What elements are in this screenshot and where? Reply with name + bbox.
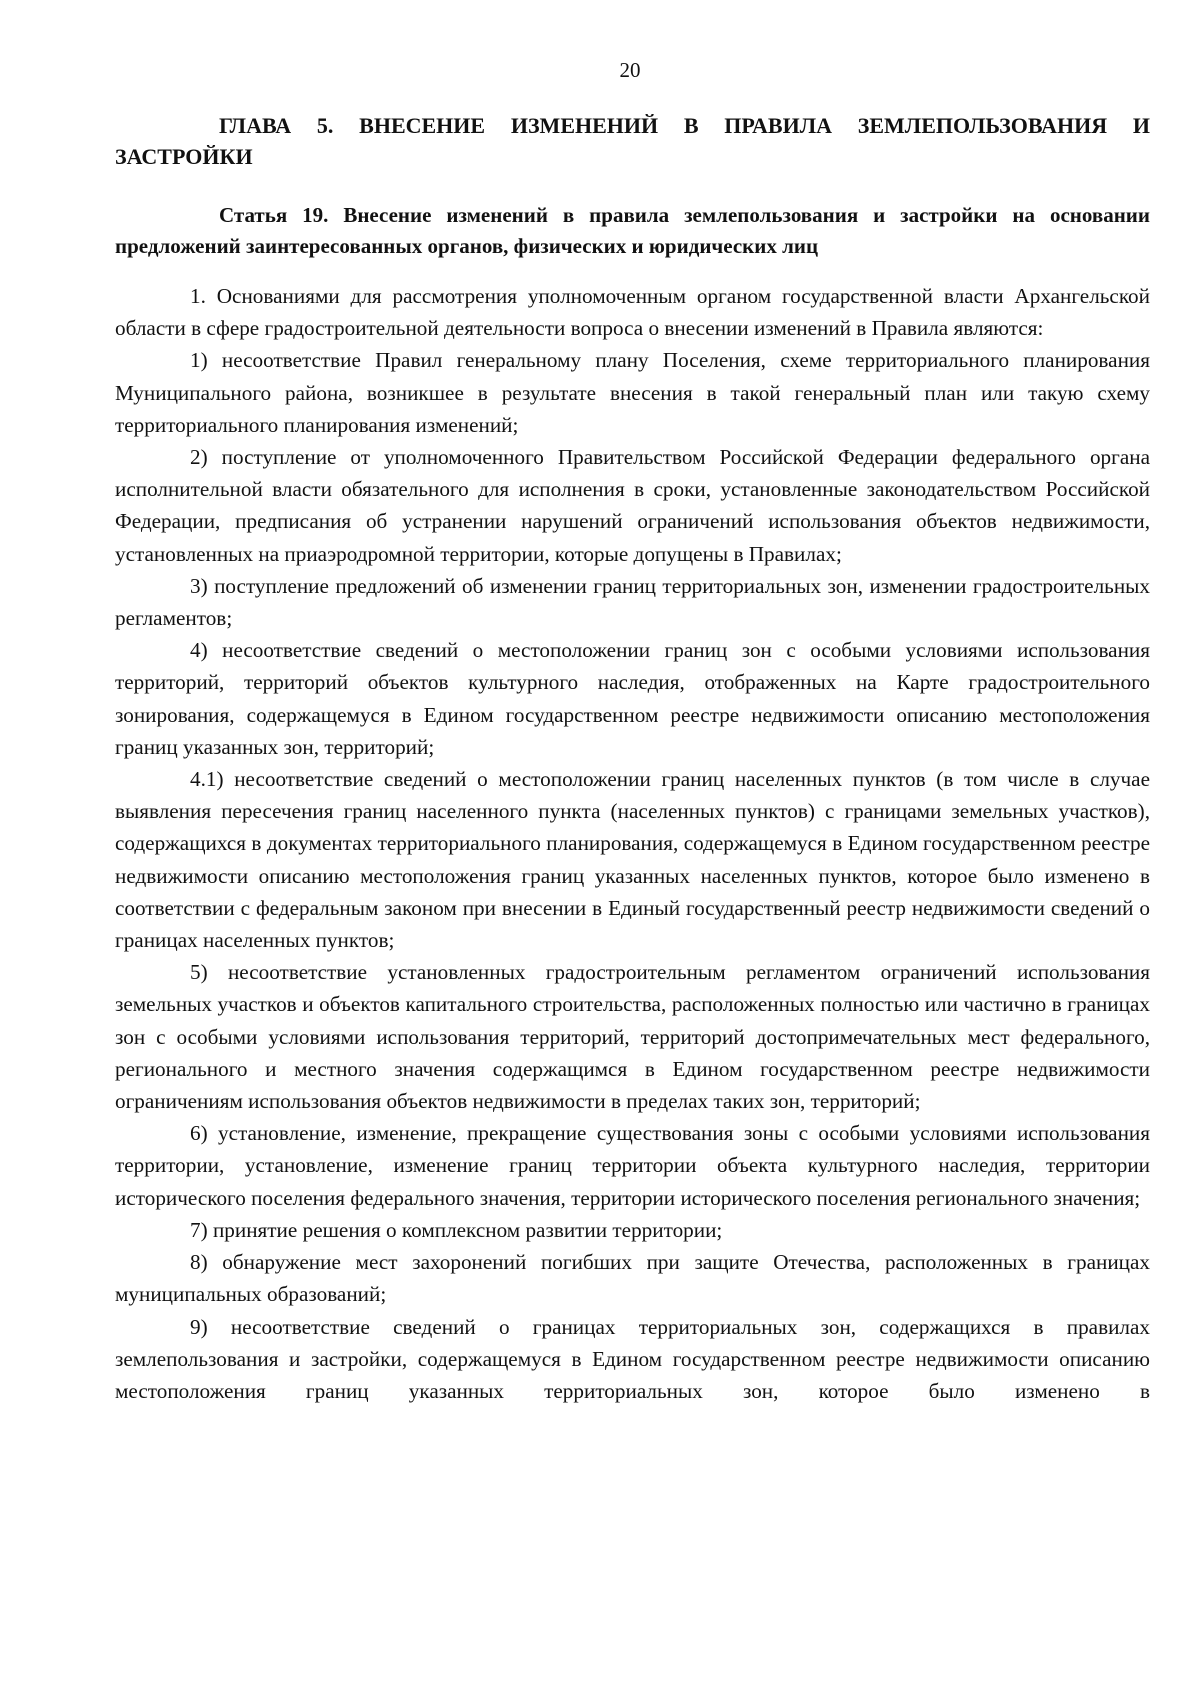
item-4-1: 4.1) несоответствие сведений о местоположении границ населенных пунктов (в том числе в случае выявления пересечения границ населенного пункта (населенных пунктов) с границами земельных участков), содержащихся в документах территориального планирования, содержащемуся в Едином государственном реестре недвижимости описанию местоположения границ указанных населенных пунктов, которое было изменено в соответствии с федеральным законом при внесении в Единый государственный реестр недвижимости сведений о границах населенных пунктов; — [115, 767, 1150, 953]
chapter-title: ГЛАВА 5. ВНЕСЕНИЕ ИЗМЕНЕНИЙ В ПРАВИЛА ЗЕМЛЕПОЛЬЗОВАНИЯ И ЗАСТРОЙКИ — [115, 113, 1150, 169]
item-6: 6) установление, изменение, прекращение существования зоны с особыми условиями использования территории, установление, изменение границ территории объекта культурного наследия, территории исторического поселения федерального значения, территории исторического поселения регионального значения; — [115, 1121, 1150, 1210]
item-8: 8) обнаружение мест захоронений погибших при защите Отечества, расположенных в границах муниципальных образований; — [115, 1250, 1150, 1307]
item-4: 4) несоответствие сведений о местоположении границ зон с особыми условиями использования территорий, территорий объектов культурного наследия, отображенных на Карте градостроительного зонирования, содержащемуся в Едином государственном реестре недвижимости описанию местоположения границ указанных зон, территорий; — [115, 638, 1150, 759]
item-3: 3) поступление предложений об изменении границ территориальных зон, изменении градостроительных регламентов; — [115, 573, 1150, 631]
item-7: 7) принятие решения о комплексном развитии территории; — [190, 1217, 723, 1242]
item-5: 5) несоответствие установленных градостроительным регламентом ограничений использования земельных участков и объектов капитального строительства, расположенных полностью или частично в границах зон с особыми условиями использования территорий, территорий достопримечательных мест федерального, регионального и местного значения содержащимся в Едином государственном реестре недвижимости ограничениям использования объектов недвижимости в пределах таких зон, территорий; — [115, 960, 1150, 1114]
paragraph-1: 1. Основаниями для рассмотрения уполномоченным органом государственной власти Архангельской области в сфере градостроительной деятельности вопроса о внесении изменений в Правила являются: — [115, 284, 1150, 341]
document-body — [115, 110, 1150, 1407]
article-title: Статья 19. Внесение изменений в правила землепользования и застройки на основании предложений заинтересованных органов, физических и юридических лиц — [115, 203, 1150, 258]
page-number: 20 — [619, 58, 641, 82]
item-1: 1) несоответствие Правил генеральному плану Поселения, схеме территориального планирования Муниципального района, возникшее в результате внесения в такой генеральный план или такую схему территориального планирования изменений; — [115, 348, 1150, 437]
item-9: 9) несоответствие сведений о границах территориальных зон, содержащихся в правилах землепользования и застройки, содержащемуся в Едином государственном реестре недвижимости описанию местоположения границ указанных территориальных зон, которое было изменено в — [115, 1314, 1150, 1403]
item-2: 2) поступление от уполномоченного Правительством Российской Федерации федерального органа исполнительной власти обязательного для исполнения в сроки, установленные законодательством Российской Федерации, предписания об устранении нарушений ограничений использования объектов недвижимости, установленных на приаэродромной территории, которые допущены в Правилах; — [115, 445, 1150, 566]
paragraph-list — [115, 280, 1150, 1407]
